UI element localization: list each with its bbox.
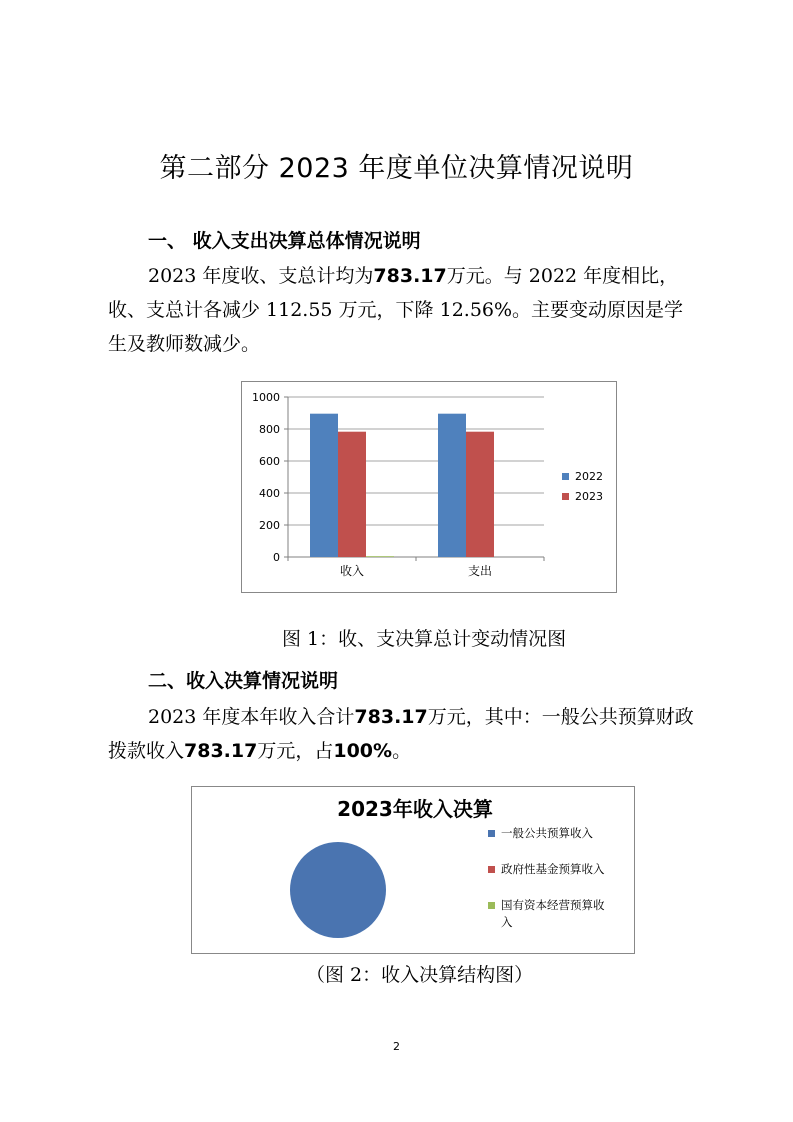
y-tick-label: 0 (273, 551, 280, 564)
pie-chart (192, 787, 634, 953)
section1-heading: 一、 收入支出决算总体情况说明 (148, 230, 421, 252)
legend-label-cont: 入 (501, 915, 513, 929)
page-number: 2 (393, 1040, 400, 1053)
s2-general-budget-amount: 783.17 (184, 740, 258, 762)
pie-chart-frame (191, 786, 635, 954)
legend-label: 2023 (575, 490, 603, 503)
s2-percent: 100% (333, 740, 393, 762)
bar-chart-frame (241, 381, 617, 593)
y-tick-label: 1000 (252, 391, 280, 404)
pie-title: 2023年收入决算 (337, 797, 493, 821)
section1-paragraph (108, 259, 698, 361)
bar-2023-收入 (338, 432, 366, 557)
s2-text-a: 2023 年度本年收入合计 (148, 706, 355, 728)
y-tick-label: 800 (259, 423, 280, 436)
legend-label: 一般公共预算收入 (501, 826, 593, 840)
y-tick-label: 200 (259, 519, 280, 532)
bar-2022-支出 (438, 414, 466, 557)
legend-swatch (488, 902, 495, 909)
section2-paragraph (108, 700, 698, 768)
s1-total-amount: 783.17 (373, 265, 447, 287)
s1-text-a: 2023 年度收、支总计均为 (148, 265, 374, 287)
s2-text-g: 。 (392, 740, 412, 762)
legend-swatch (488, 830, 495, 837)
legend-label: 政府性基金预算收入 (501, 862, 605, 876)
x-category-label: 收入 (339, 564, 365, 578)
y-tick-label: 600 (259, 455, 280, 468)
s2-text-e: 万元，占 (257, 740, 334, 762)
section2-heading: 二、收入决算情况说明 (148, 670, 339, 692)
page-title: 第二部分 2023 年度单位决算情况说明 (159, 153, 634, 184)
figure1-caption: 图 1：收、支决算总计变动情况图 (282, 628, 567, 650)
legend-label: 2022 (575, 470, 603, 483)
s1-text-c: 万元。与 2022 年度相比，收、支总计各减少 112.55 万元，下降 12.56%。主要变动原因是学生及教师数减少。 (108, 265, 684, 355)
pie-slice-一般公共预算收入 (290, 842, 386, 938)
legend-swatch (488, 866, 495, 873)
bar-series-3-收入 (366, 556, 394, 557)
legend-swatch (562, 493, 569, 500)
bar-2022-收入 (310, 414, 338, 557)
s2-total-amount: 783.17 (354, 706, 428, 728)
legend-label: 国有资本经营预算收 (501, 898, 605, 912)
s2-text-c: 万元，其中：一般公共预算财政拨款收入 (108, 706, 694, 762)
bar-2023-支出 (466, 432, 494, 557)
y-tick-label: 400 (259, 487, 280, 500)
bar-chart (242, 382, 616, 592)
x-category-label: 支出 (467, 564, 493, 578)
figure2-caption: （图 2：收入决算结构图） (306, 964, 534, 986)
legend-swatch (562, 473, 569, 480)
